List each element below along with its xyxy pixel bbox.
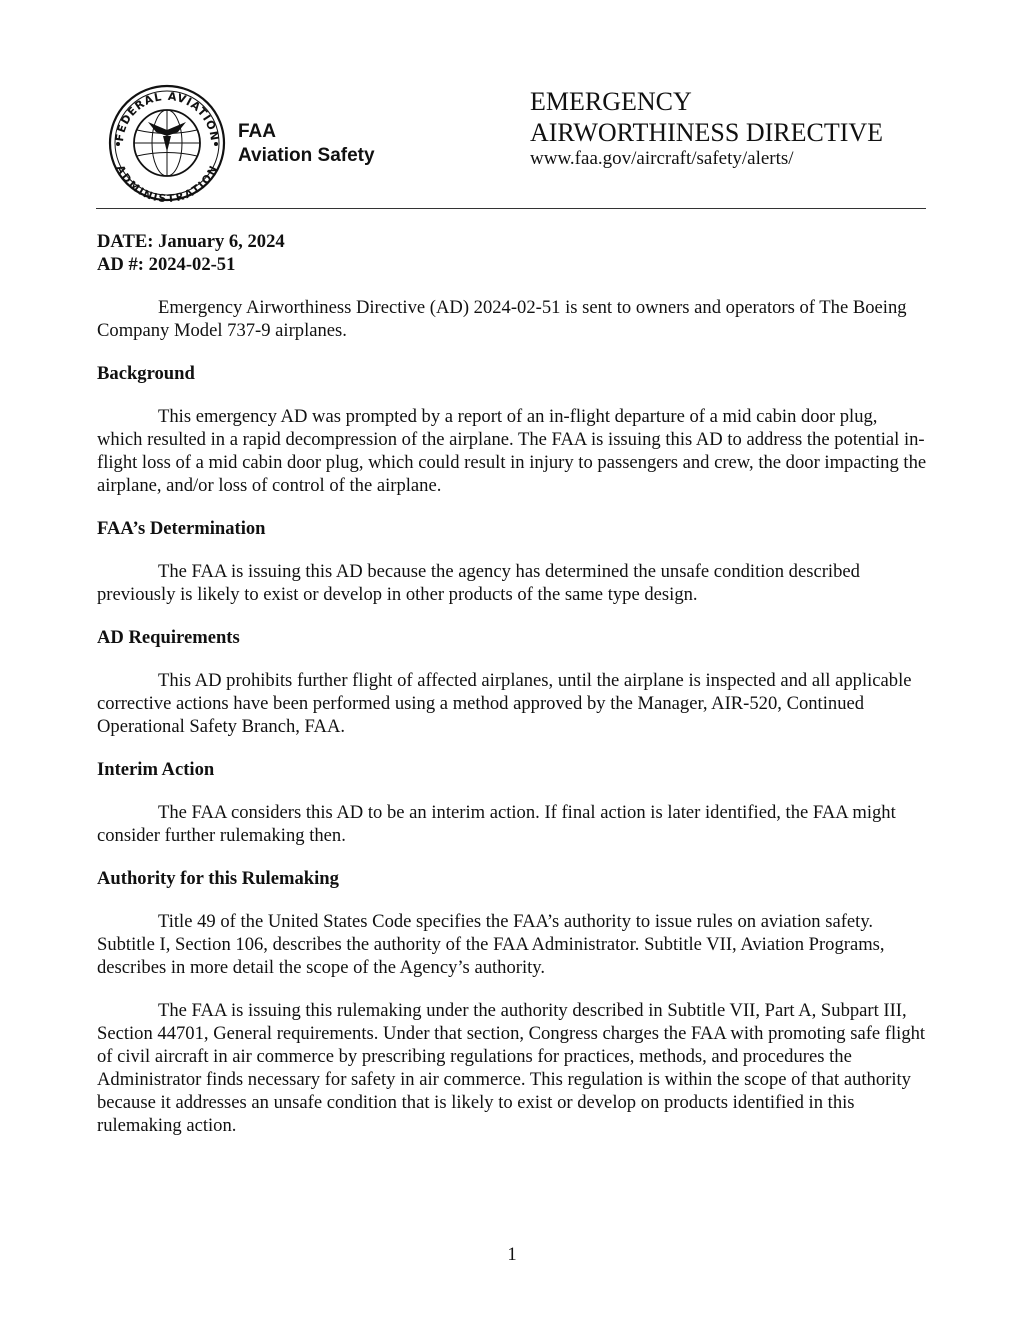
page-number: 1 <box>507 1244 517 1265</box>
section-paragraph: The FAA considers this AD to be an interim action. If final action is later identified, the FAA might consider further rulemaking then. <box>97 802 896 846</box>
svg-text:FEDERAL AVIATION: FEDERAL AVIATION <box>112 89 222 143</box>
section-paragraph: The FAA is issuing this AD because the agency has determined the unsafe condition described previously is likely to exist or develop in other products of the same type design. <box>97 561 860 605</box>
faa-seal-icon <box>106 84 228 202</box>
section-paragraph: Title 49 of the United States Code specifies the FAA’s authority to issue rules on aviation safety. Subtitle I, Section 106, describes the authority of the FAA Administrator. Subtitle VII, Aviation Programs, describes in more detail the scope of the Agency’s authority. <box>97 911 885 978</box>
section-paragraph: This emergency AD was prompted by a report of an in-flight departure of a mid cabin door plug, which resulted in a rapid decompression of the airplane. The FAA is issuing this AD to address the potential in-flight loss of a mid cabin door plug, which could result in injury to passengers and crew, the door impacting the airplane, and/or loss of control of the airplane. <box>97 406 927 496</box>
svg-text:ADMINISTRATION: ADMINISTRATION <box>113 163 221 202</box>
document-body <box>97 230 927 1137</box>
org-name-line1: FAA <box>238 121 276 142</box>
date-line: DATE: January 6, 2024 <box>97 231 285 252</box>
document-header <box>0 0 1024 212</box>
alerts-url: www.faa.gov/aircraft/safety/alerts/ <box>530 148 794 169</box>
header-divider <box>96 208 926 209</box>
ad-number-line: AD #: 2024-02-51 <box>97 254 236 275</box>
section-heading-requirements: AD Requirements <box>97 627 240 648</box>
section-heading-authority: Authority for this Rulemaking <box>97 868 339 889</box>
section-heading-background: Background <box>97 363 195 384</box>
org-name-line2: Aviation Safety <box>238 145 375 166</box>
section-heading-interim-action: Interim Action <box>97 759 215 780</box>
section-heading-determination: FAA’s Determination <box>97 518 266 539</box>
doc-type-line2: AIRWORTHINESS DIRECTIVE <box>530 118 884 147</box>
org-name <box>238 120 375 168</box>
section-paragraph: The FAA is issuing this rulemaking under the authority described in Subtitle VII, Part A, Subpart III, Section 44701, General requirements. Under that section, Congress charges the FAA with promoting safe flight of civil aircraft in air commerce by prescribing regulations for practices, methods, and procedures the Administrator finds necessary for safety in air commerce. This regulation is within the scope of that authority because it addresses an unsafe condition that is likely to exist or develop on products identified in this rulemaking action. <box>97 1000 926 1136</box>
doc-type-line1: EMERGENCY <box>530 87 692 116</box>
intro-paragraph: Emergency Airworthiness Directive (AD) 2024-02-51 is sent to owners and operators of The Boeing Company Model 737-9 airplanes. <box>97 297 907 341</box>
doc-type-title <box>530 86 883 148</box>
section-paragraph: This AD prohibits further flight of affected airplanes, until the airplane is inspected and all applicable corrective actions have been performed using a method approved by the Manager, AIR-520, Continued Operational Safety Branch, FAA. <box>97 670 912 737</box>
